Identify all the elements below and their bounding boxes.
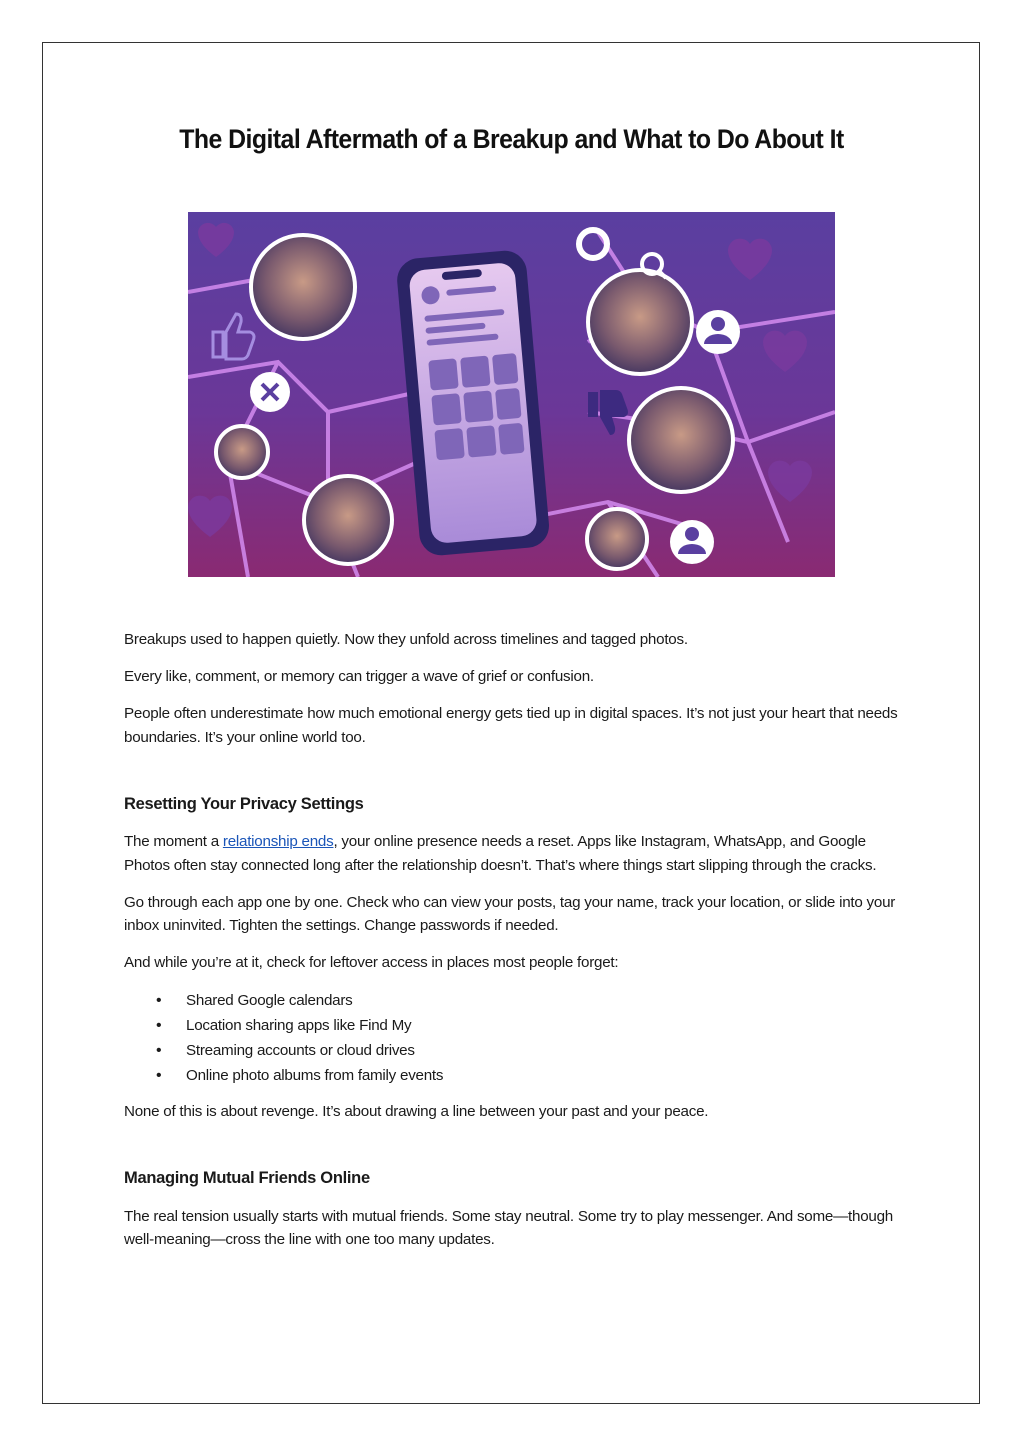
article-body [124,628,904,1265]
privacy-paragraph: The moment a relationship ends, your online presence needs a reset. Apps like Instagram, WhatsApp, and Google Photos often stay connected long after the relationship doesn’t. That’s where things start slipping through the cracks. [124,833,877,874]
phone-illustration [395,249,550,557]
person-icon [696,310,740,354]
list-item: • Shared Google calendars [186,988,904,1013]
privacy-paragraph: Go through each app one by one. Check who can view your posts, tag your name, track your location, or slide into your inbox uninvited. Tighten the settings. Change passwords if needed. [124,893,896,934]
hero-image [188,212,835,577]
privacy-paragraph: None of this is about revenge. It’s about drawing a line between your past and your peace. [124,1103,709,1120]
privacy-paragraph: And while you’re at it, check for leftover access in places most people forget: [124,954,619,971]
forgotten-access-list [124,988,904,1088]
list-item: • Location sharing apps like Find My [186,1013,904,1038]
section-heading-mutual-friends: Managing Mutual Friends Online [124,1169,370,1187]
intro-paragraph: People often underestimate how much emotional energy gets tied up in digital spaces. It’s not just your heart that needs boundaries. It’s your online world too. [124,705,898,746]
section-heading-privacy: Resetting Your Privacy Settings [124,794,364,813]
relationship-ends-link[interactable]: relationship ends [222,833,334,850]
intro-paragraph: Breakups used to happen quietly. Now they unfold across timelines and tagged photos. [124,631,688,648]
intro-paragraph: Every like, comment, or memory can trigger a wave of grief or confusion. [124,668,594,685]
page-title: The Digital Aftermath of a Breakup and What to Do About It [179,124,844,154]
list-item: • Streaming accounts or cloud drives [186,1038,904,1063]
mutual-friends-paragraph: The real tension usually starts with mutual friends. Some stay neutral. Some try to play messenger. And some—though well-meaning—cross the line with one too many updates. [124,1207,893,1248]
list-item: • Online photo albums from family events [186,1063,904,1088]
